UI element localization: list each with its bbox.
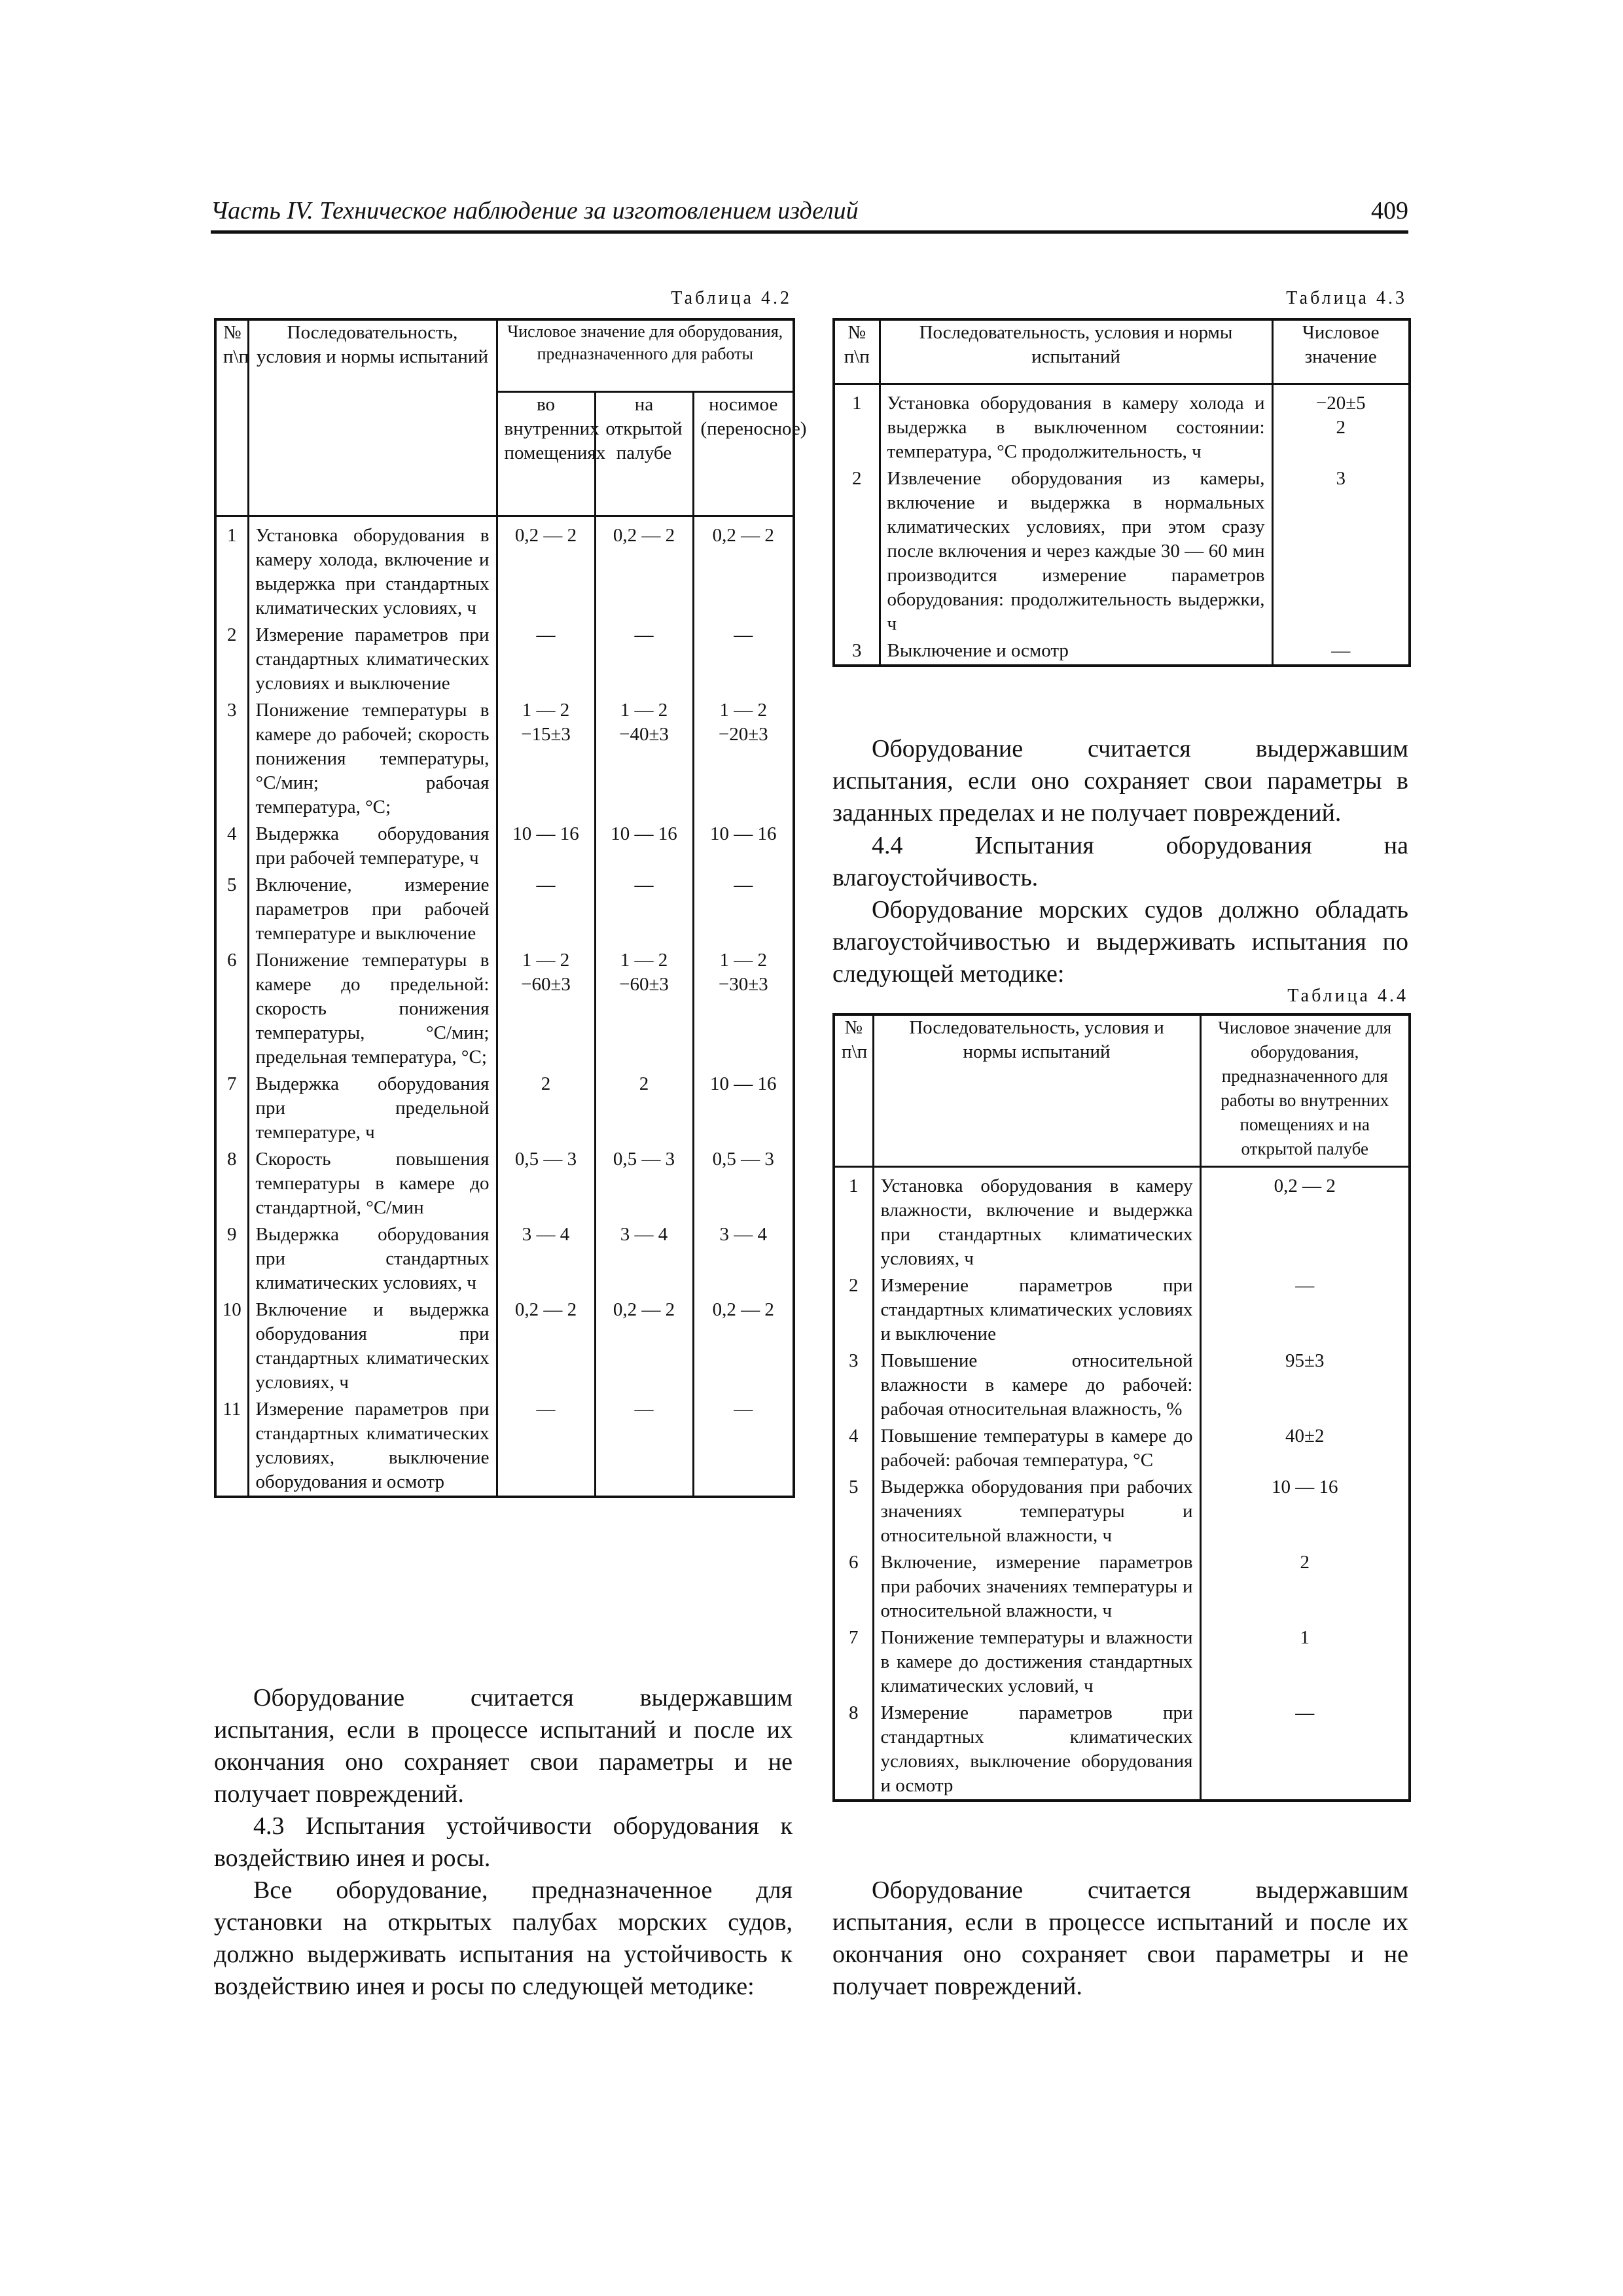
- value-indoor: —: [497, 622, 595, 697]
- row-number: 1: [834, 384, 880, 465]
- row-description: Измерение параметров при стандартных климатических условиях, выключение оборудования и осмотр: [873, 1700, 1200, 1801]
- header-number: № п\п: [215, 319, 248, 516]
- row-number: 5: [215, 872, 248, 947]
- table-row: [215, 1071, 794, 1146]
- value-open-deck: 3 — 4: [595, 1221, 693, 1297]
- header-open-deck: на открытой палубе: [595, 391, 693, 516]
- row-description: Установка оборудования в камеру холода и выдержка в выключенном состоянии: температура, °С продолжительность, ч: [880, 384, 1272, 465]
- header-sequence: Последовательность, условия и нормы испытаний: [880, 319, 1272, 384]
- value-indoor: —: [497, 1396, 595, 1497]
- row-number: 10: [215, 1297, 248, 1396]
- value-indoor: 3 — 4: [497, 1221, 595, 1297]
- value-open-deck: 0,2 — 2: [595, 1297, 693, 1396]
- table-4-2-caption: Таблица 4.2: [671, 288, 792, 308]
- row-number: 8: [215, 1146, 248, 1221]
- row-description: Понижение температуры и влажности в камере до достижения стандартных климатических условий, ч: [873, 1624, 1200, 1700]
- row-number: 8: [834, 1700, 873, 1801]
- value: 1: [1200, 1624, 1410, 1700]
- row-description: Выключение и осмотр: [880, 637, 1272, 666]
- row-description: Измерение параметров при стандартных климатических условиях и выключение: [248, 622, 497, 697]
- value-open-deck: 1 — 2 −60±3: [595, 947, 693, 1071]
- row-number: 3: [215, 697, 248, 821]
- table-row: [215, 622, 794, 697]
- table-row: [834, 1549, 1410, 1624]
- header-value: Числовое значение: [1272, 319, 1410, 384]
- value-indoor: 0,2 — 2: [497, 516, 595, 622]
- value: 40±2: [1200, 1423, 1410, 1474]
- value-indoor: 2: [497, 1071, 595, 1146]
- row-description: Включение, измерение параметров при рабочих значениях температуры и относительной влажности, ч: [873, 1549, 1200, 1624]
- table-row: [834, 1423, 1410, 1474]
- row-description: Выдержка оборудования при предельной температуре, ч: [248, 1071, 497, 1146]
- value: —: [1272, 637, 1410, 666]
- table-row: [834, 1474, 1410, 1549]
- row-description: Повышение температуры в камере до рабочей: рабочая температура, °С: [873, 1423, 1200, 1474]
- right-paragraph-3: Оборудование считается выдержавшим испытания, если в процессе испытаний и после их окончания оно сохраняет свои параметры и не получает повреждений.: [832, 1876, 1408, 2000]
- row-number: 5: [834, 1474, 873, 1549]
- value-open-deck: —: [595, 872, 693, 947]
- value-open-deck: 0,5 — 3: [595, 1146, 693, 1221]
- table-row: [215, 947, 794, 1071]
- header-values-group: Числовое значение для оборудования, предназначенного для работы: [497, 319, 794, 391]
- header-sequence: Последовательность, условия и нормы испытаний: [248, 319, 497, 516]
- running-title: Часть IV. Техническое наблюдение за изготовлением изделий: [211, 197, 859, 224]
- row-description: Включение, измерение параметров при рабочей температуре и выключение: [248, 872, 497, 947]
- row-description: Измерение параметров при стандартных климатических условиях и выключение: [873, 1272, 1200, 1348]
- value-indoor: 10 — 16: [497, 821, 595, 872]
- row-description: Установка оборудования в камеру влажности, включение и выдержка при стандартных климатических условиях, ч: [873, 1166, 1200, 1272]
- value-open-deck: 0,2 — 2: [595, 516, 693, 622]
- table-row: [834, 465, 1410, 637]
- row-number: 1: [215, 516, 248, 622]
- table-4-2-body: [215, 516, 794, 1497]
- page-number: 409: [1371, 197, 1408, 224]
- value-portable: 1 — 2 −30±3: [693, 947, 794, 1071]
- value: —: [1200, 1700, 1410, 1801]
- header-indoor: во внутренних помещениях: [497, 391, 595, 516]
- row-description: Выдержка оборудования при рабочей температуре, ч: [248, 821, 497, 872]
- value-portable: —: [693, 1396, 794, 1497]
- table-row: [834, 1166, 1410, 1272]
- table-4-2: [214, 318, 807, 1498]
- table-row: [215, 1146, 794, 1221]
- row-description: Скорость повышения температуры в камере до стандартной, °С/мин: [248, 1146, 497, 1221]
- row-description: Понижение температуры в камере до предельной: скорость понижения температуры, °С/мин; предельная температура, °С;: [248, 947, 497, 1071]
- table-row: [215, 1396, 794, 1497]
- table-row: [215, 697, 794, 821]
- value-indoor: —: [497, 872, 595, 947]
- value-indoor: 1 — 2 −60±3: [497, 947, 595, 1071]
- value-open-deck: 10 — 16: [595, 821, 693, 872]
- row-number: 4: [834, 1423, 873, 1474]
- value: 95±3: [1200, 1348, 1410, 1423]
- value-indoor: 1 — 2 −15±3: [497, 697, 595, 821]
- table-row: [215, 1297, 794, 1396]
- row-number: 11: [215, 1396, 248, 1497]
- row-description: Повышение относительной влажности в камере до рабочей: рабочая относительная влажность, %: [873, 1348, 1200, 1423]
- value-indoor: 0,5 — 3: [497, 1146, 595, 1221]
- table-4-3-body: [834, 384, 1410, 666]
- value: 2: [1200, 1549, 1410, 1624]
- row-number: 2: [215, 622, 248, 697]
- value: 3: [1272, 465, 1410, 637]
- row-number: 3: [834, 1348, 873, 1423]
- header-number: № п\п: [834, 319, 880, 384]
- row-number: 1: [834, 1166, 873, 1272]
- value: —: [1200, 1272, 1410, 1348]
- value-portable: —: [693, 622, 794, 697]
- section-4-4-heading: 4.4 Испытания оборудования на влагоустойчивость.: [832, 832, 1408, 891]
- row-description: Включение и выдержка оборудования при стандартных климатических условиях, ч: [248, 1297, 497, 1396]
- table-row: [834, 1348, 1410, 1423]
- table-row: [834, 384, 1410, 465]
- table-4-3-caption: Таблица 4.3: [1286, 288, 1407, 308]
- table-4-3: [832, 318, 1411, 667]
- value-portable: 10 — 16: [693, 1071, 794, 1146]
- table-row: [215, 821, 794, 872]
- value-open-deck: 2: [595, 1071, 693, 1146]
- row-number: 3: [834, 637, 880, 666]
- left-paragraph-1: Оборудование считается выдержавшим испытания, если в процессе испытаний и после их окончания оно сохраняет свои параметры и не получает повреждений.: [214, 1684, 793, 1808]
- left-paragraph-2: Все оборудование, предназначенное для установки на открытых палубах морских судов, должно выдерживать испытания на устойчивость к воздействию инея и росы по следующей методике:: [214, 1876, 793, 2000]
- row-description: Понижение температуры в камере до рабочей; скорость понижения температуры, °С/мин; рабочая температура, °С;: [248, 697, 497, 821]
- header-portable: носимое (переносное): [693, 391, 794, 516]
- row-description: Извлечение оборудования из камеры, включение и выдержка в нормальных климатических условиях, при этом сразу после включения и через каждые 30 — 60 мин производится измерение параметров оборудования: продолжительность выдержки, ч: [880, 465, 1272, 637]
- header-rule: [211, 230, 1408, 234]
- table-row: [215, 516, 794, 622]
- table-row: [215, 1221, 794, 1297]
- right-paragraph-1: Оборудование считается выдержавшим испытания, если оно сохраняет свои параметры в заданных пределах и не получает повреждений.: [832, 735, 1408, 827]
- row-number: 6: [215, 947, 248, 1071]
- value-open-deck: 1 — 2 −40±3: [595, 697, 693, 821]
- row-number: 4: [215, 821, 248, 872]
- table-row: [834, 1700, 1410, 1801]
- right-paragraph-2: Оборудование морских судов должно обладать влагоустойчивостью и выдерживать испытания по следующей методике:: [832, 896, 1408, 988]
- table-row: [834, 637, 1410, 666]
- value-portable: 1 — 2 −20±3: [693, 697, 794, 821]
- row-number: 2: [834, 465, 880, 637]
- table-4-4: [832, 1013, 1411, 1802]
- value-portable: 0,2 — 2: [693, 1297, 794, 1396]
- table-4-4-body: [834, 1166, 1410, 1801]
- table-row: [215, 872, 794, 947]
- value: 0,2 — 2: [1200, 1166, 1410, 1272]
- row-number: 9: [215, 1221, 248, 1297]
- value-open-deck: —: [595, 1396, 693, 1497]
- row-description: Измерение параметров при стандартных климатических условиях, выключение оборудования и осмотр: [248, 1396, 497, 1497]
- value: 10 — 16: [1200, 1474, 1410, 1549]
- row-number: 2: [834, 1272, 873, 1348]
- row-description: Установка оборудования в камеру холода, включение и выдержка при стандартных климатических условиях, ч: [248, 516, 497, 622]
- row-number: 6: [834, 1549, 873, 1624]
- header-value: Числовое значение для оборудования, предназначенного для работы во внутренних помещениях и на открытой палубе: [1200, 1014, 1410, 1166]
- row-description: Выдержка оборудования при рабочих значениях температуры и относительной влажности, ч: [873, 1474, 1200, 1549]
- value-portable: —: [693, 872, 794, 947]
- table-row: [834, 1272, 1410, 1348]
- value-open-deck: —: [595, 622, 693, 697]
- value-portable: 3 — 4: [693, 1221, 794, 1297]
- value-portable: 0,5 — 3: [693, 1146, 794, 1221]
- table-row: [834, 1624, 1410, 1700]
- section-4-3-heading: 4.3 Испытания устойчивости оборудования к воздействию инея и росы.: [214, 1812, 793, 1872]
- row-number: 7: [834, 1624, 873, 1700]
- page-header: [211, 196, 1408, 236]
- row-number: 7: [215, 1071, 248, 1146]
- value: −20±5 2: [1272, 384, 1410, 465]
- header-sequence: Последовательность, условия и нормы испытаний: [873, 1014, 1200, 1166]
- row-description: Выдержка оборудования при стандартных климатических условиях, ч: [248, 1221, 497, 1297]
- value-portable: 10 — 16: [693, 821, 794, 872]
- table-4-4-caption: Таблица 4.4: [1287, 986, 1408, 1006]
- value-portable: 0,2 — 2: [693, 516, 794, 622]
- value-indoor: 0,2 — 2: [497, 1297, 595, 1396]
- header-number: № п\п: [834, 1014, 873, 1166]
